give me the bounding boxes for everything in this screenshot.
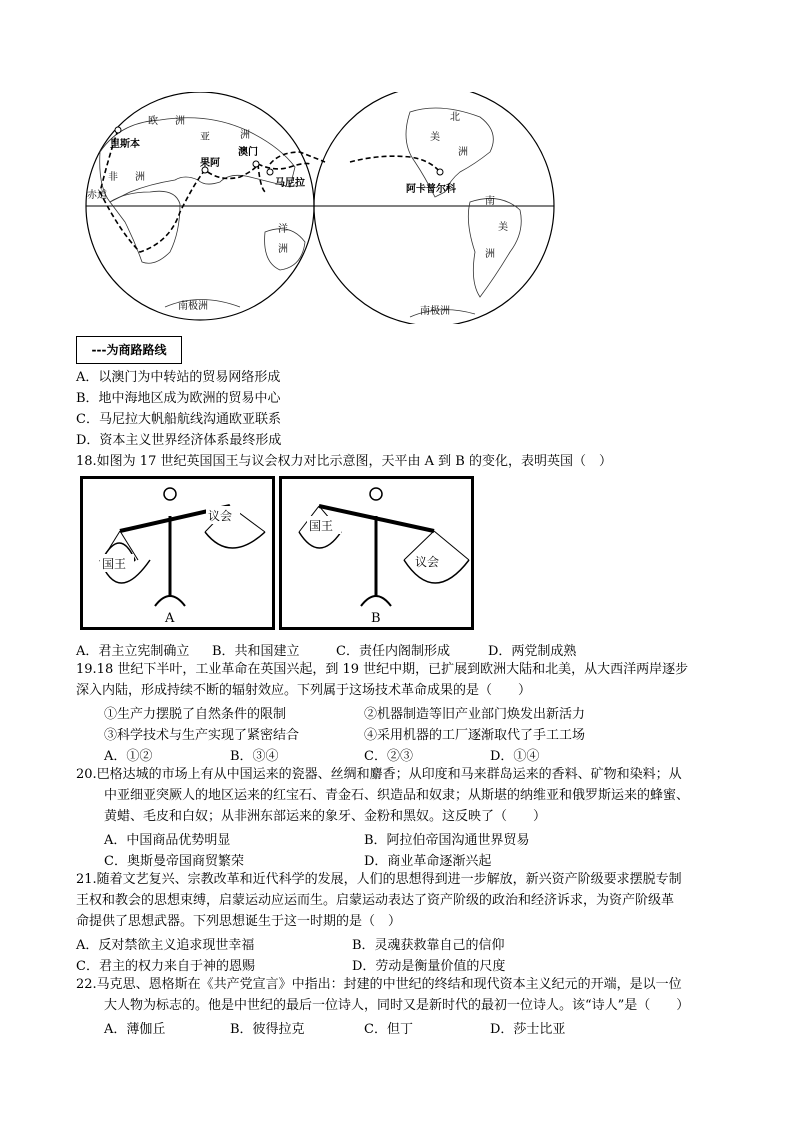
map-legend: ---为商路路线: [76, 336, 182, 364]
svg-text:A: A: [165, 611, 175, 626]
q22-stem-line2: 大人物为标志的。他是中世纪的最后一位诗人，同时又是新时代的最初一位诗人。该“诗人”是（ ）: [104, 998, 690, 1013]
svg-text:议会: 议会: [415, 555, 440, 569]
q21-stem-line2: 王权和教会的思想束缚，启蒙运动应运而生。启蒙运动表达了资产阶级的政治和经济诉求，为资产阶级革: [76, 893, 675, 908]
q21-option-b[interactable]: B．灵魂获救靠自己的信仰: [352, 938, 505, 953]
q17-option-d[interactable]: D．资本主义世界经济体系最终形成: [76, 433, 282, 448]
q19-item-2: ②机器制造等旧产业部门焕发出新活力: [364, 707, 586, 722]
q19-item-4: ④采用机器的工厂逐渐取代了手工工场: [364, 728, 586, 743]
acapulco-point: [437, 169, 443, 175]
svg-text:美: 美: [498, 222, 508, 233]
q19-option-c[interactable]: C．②③: [364, 749, 413, 764]
svg-text:马尼拉: 马尼拉: [275, 178, 305, 189]
q22-option-c[interactable]: C．但丁: [364, 1022, 413, 1037]
svg-text:洋: 洋: [278, 224, 288, 235]
q17-option-a[interactable]: A．以澳门为中转站的贸易网络形成: [76, 370, 281, 385]
svg-text:南极洲: 南极洲: [420, 306, 450, 317]
svg-text:洲: 洲: [485, 249, 495, 260]
svg-text:美: 美: [430, 132, 440, 143]
q18-stem: 18.如图为 17 世纪英国国王与议会权力对比示意图，天平由 A 到 B 的变化，表明英国（ ）: [76, 454, 612, 469]
svg-text:欧: 欧: [148, 116, 158, 127]
q20-stem-line2: 中亚细亚突厥人的地区运来的红宝石、青金石、织造品和奴隶；从斯堪的纳维亚和俄罗斯运来的蜂蜜、: [104, 788, 690, 803]
svg-text:洲: 洲: [135, 172, 145, 183]
q18-option-b[interactable]: B．共和国建立: [212, 644, 300, 659]
q21-stem-line3: 命提供了思想武器。下列思想诞生于这一时期的是（ ）: [76, 914, 402, 929]
svg-text:果阿: 果阿: [200, 158, 220, 169]
q20-option-c[interactable]: C．奥斯曼帝国商贸繁荣: [104, 854, 244, 869]
q21-option-c[interactable]: C．君主的权力来自于神的恩赐: [76, 959, 255, 974]
q22-stem-line1: 22.马克思、恩格斯在《共产党宣言》中指出：封建的中世纪的终结和现代资本主义纪元的开端，是以一位: [76, 977, 682, 992]
svg-text:阿卡普尔科: 阿卡普尔科: [406, 184, 456, 195]
svg-text:南极洲: 南极洲: [178, 301, 208, 312]
q21-option-d[interactable]: D．劳动是衡量价值的尺度: [352, 959, 506, 974]
svg-text:洲: 洲: [175, 116, 185, 127]
q19-option-a[interactable]: A．①②: [104, 749, 153, 764]
svg-text:非: 非: [108, 172, 118, 183]
q18-option-c[interactable]: C．责任内阁制形成: [336, 644, 450, 659]
q20-option-a[interactable]: A．中国商品优势明显: [104, 833, 231, 848]
q21-stem-line1: 21.随着文艺复兴、宗教改革和近代科学的发展，人们的思想得到进一步解放，新兴资产阶级要求摆脱专制: [76, 872, 682, 887]
svg-text:洲: 洲: [458, 147, 468, 158]
svg-text:国王: 国王: [309, 519, 334, 533]
svg-text:南: 南: [485, 196, 495, 207]
q19-stem-line2: 深入内陆，形成持续不断的辐射效应。下列属于这场技术革命成果的是（ ）: [76, 683, 532, 698]
svg-text:洲: 洲: [240, 130, 250, 141]
q22-option-d[interactable]: D．莎士比亚: [490, 1022, 566, 1037]
svg-text:里斯本: 里斯本: [110, 139, 140, 150]
q20-option-d[interactable]: D．商业革命逐渐兴起: [364, 854, 492, 869]
svg-text:议会: 议会: [208, 509, 233, 523]
svg-text:B: B: [371, 611, 381, 626]
q19-option-d[interactable]: D．①④: [490, 749, 540, 764]
q20-stem-line1: 20.巴格达城的市场上有从中国运来的瓷器、丝绸和麝香；从印度和马来群岛运来的香料、矿物和染料；从: [76, 767, 682, 782]
balance-diagram-a: [80, 476, 275, 630]
svg-text:澳门: 澳门: [238, 147, 258, 158]
svg-text:亚: 亚: [200, 132, 210, 143]
q18-option-d[interactable]: D．两党制成熟: [488, 644, 577, 659]
q22-option-b[interactable]: B．彼得拉克: [230, 1022, 305, 1037]
macau-point: [253, 161, 259, 167]
q22-option-a[interactable]: A．薄伽丘: [104, 1022, 166, 1037]
q19-option-b[interactable]: B．③④: [230, 749, 279, 764]
manila-point: [267, 169, 273, 175]
svg-text:北: 北: [450, 112, 460, 123]
q20-option-b[interactable]: B．阿拉伯帝国沟通世界贸易: [364, 833, 530, 848]
q19-stem-line1: 19.18 世纪下半叶，工业革命在英国兴起，到 19 世纪中期，已扩展到欧洲大陆和北美，从大西洋两岸逐步: [76, 662, 689, 677]
q18-option-a[interactable]: A．君主立宪制确立: [76, 644, 190, 659]
svg-text:洲: 洲: [278, 244, 288, 255]
world-trade-map: [80, 92, 560, 324]
svg-text:国王: 国王: [102, 557, 127, 571]
balance-diagram-b: [279, 476, 474, 630]
q19-item-1: ①生产力摆脱了自然条件的限制: [104, 707, 287, 722]
q19-item-3: ③科学技术与生产实现了紧密结合: [104, 728, 300, 743]
q20-stem-line3: 黄蜡、毛皮和白奴；从非洲东部运来的象牙、金粉和黑奴。这反映了（ ）: [104, 809, 547, 824]
q17-option-c[interactable]: C．马尼拉大帆船航线沟通欧亚联系: [76, 412, 281, 427]
q21-option-a[interactable]: A．反对禁欲主义追求现世幸福: [76, 938, 255, 953]
q17-option-b[interactable]: B．地中海地区成为欧洲的贸易中心: [76, 391, 281, 406]
lisbon-point: [115, 127, 121, 133]
svg-text:赤道: 赤道: [87, 190, 107, 201]
